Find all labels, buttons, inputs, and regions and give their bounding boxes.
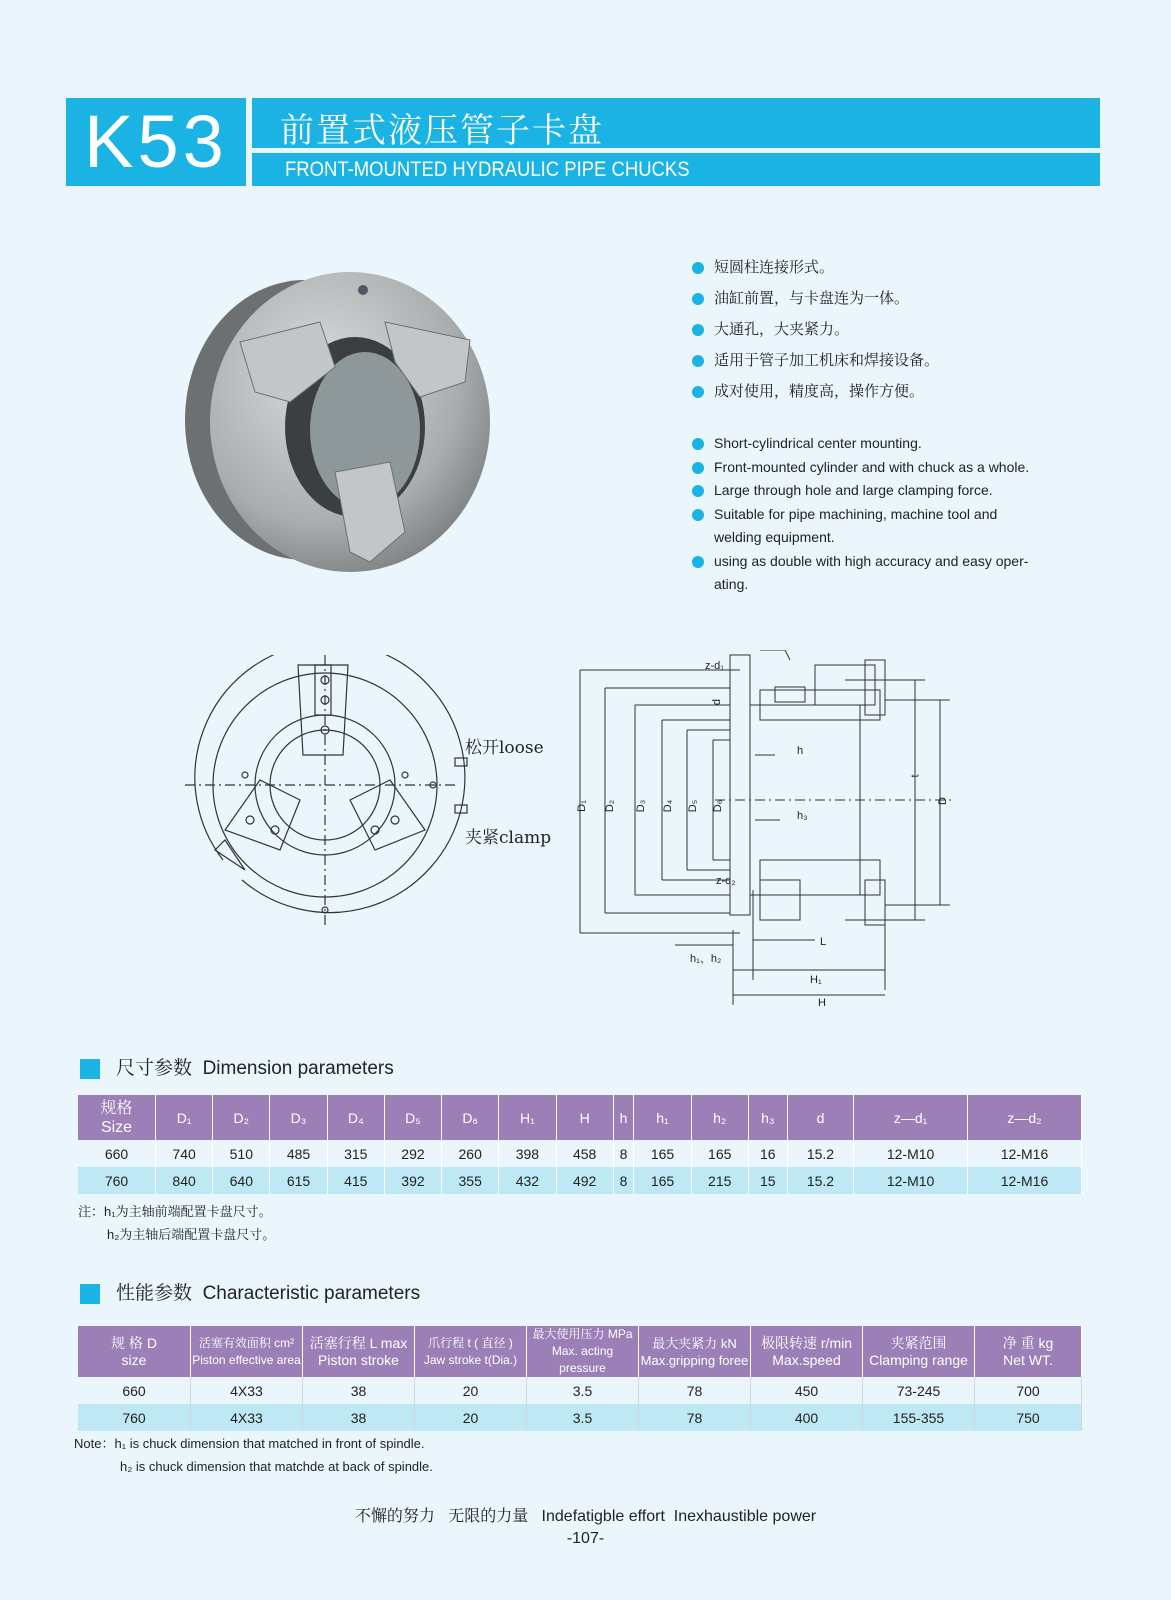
section-square-icon [80, 1284, 100, 1304]
col-header: 最大夹紧力 kN Max.gripping foree [639, 1326, 751, 1377]
bullet-icon [692, 462, 704, 474]
feature-cn-text: 短圆柱连接形式。 [714, 259, 835, 276]
characteristic-heading [80, 1278, 420, 1305]
features-en [692, 432, 1032, 597]
col-header: H₁ [499, 1095, 556, 1140]
col-header: d [787, 1095, 853, 1140]
table-cell: 660 [78, 1377, 191, 1404]
table-cell: 165 [634, 1140, 691, 1167]
jaw-left [225, 780, 300, 850]
feature-cn-item [692, 345, 939, 376]
table-cell: 432 [499, 1167, 556, 1194]
bullet-icon [692, 262, 704, 274]
feature-en-text: Short-cylindrical center mounting. [714, 435, 922, 451]
bullet-icon [692, 324, 704, 336]
table-cell: 3.5 [527, 1377, 639, 1404]
feature-en-item [692, 479, 1032, 503]
col-header: D₃ [270, 1095, 327, 1140]
bullet-icon [692, 509, 704, 521]
table-cell: 12-M16 [968, 1167, 1082, 1194]
col-header: 净 重 kg Net WT. [975, 1326, 1082, 1377]
table-cell: 8 [613, 1140, 634, 1167]
table-header-row [78, 1326, 1082, 1377]
dimension-heading-en: Dimension parameters [202, 1058, 394, 1079]
table-cell: 700 [975, 1377, 1082, 1404]
col-size: 规格 Size [78, 1095, 156, 1140]
col-header: 夹紧范围 Clamping range [863, 1326, 975, 1377]
page-number: -107- [566, 1530, 605, 1547]
table-cell: 16 [748, 1140, 787, 1167]
label-D: D [936, 797, 949, 805]
table-cell: 400 [751, 1404, 863, 1431]
feature-en-text: Suitable for pipe machining, machine tool and [714, 505, 998, 522]
characteristic-note-1: Note：h₁ is chuck dimension that matched in front of spindle. [74, 1436, 425, 1451]
table-cell: 392 [384, 1167, 441, 1194]
table-cell: 15 [748, 1167, 787, 1194]
bullet-icon [692, 556, 704, 568]
dimension-table [78, 1095, 1082, 1194]
front-view-drawing [185, 655, 555, 950]
feature-cn-item [692, 314, 939, 345]
col-header: 爪行程 t ( 直径 ) Jaw stroke t(Dia.) [415, 1326, 527, 1377]
model-code: K53 [66, 98, 246, 186]
table-cell: 750 [975, 1404, 1082, 1431]
table-cell: 260 [442, 1140, 499, 1167]
table-row [78, 1377, 1082, 1404]
table-cell: 740 [156, 1140, 213, 1167]
label-h3: h₃ [797, 810, 808, 822]
characteristic-heading-cn: 性能参数 [116, 1283, 193, 1304]
table-cell: 485 [270, 1140, 327, 1167]
table-cell: 15.2 [787, 1140, 853, 1167]
table-cell: 215 [691, 1167, 748, 1194]
col-header: D₅ [384, 1095, 441, 1140]
jaw-right [350, 780, 425, 850]
table-cell: 640 [213, 1167, 270, 1194]
col-header: 极限转速 r/min Max.speed [751, 1326, 863, 1377]
feature-cn-text: 油缸前置，与卡盘连为一体。 [714, 290, 910, 307]
table-row [78, 1167, 1082, 1194]
bullet-icon [692, 355, 704, 367]
table-cell: 12-M10 [854, 1140, 968, 1167]
table-cell: 8 [613, 1167, 634, 1194]
col-header: 规 格 D size [78, 1326, 191, 1377]
table-cell: 165 [691, 1140, 748, 1167]
label-D4: D₄ [662, 799, 675, 813]
col-header: 活塞行程 L max Piston stroke [303, 1326, 415, 1377]
col-header: D₆ [442, 1095, 499, 1140]
feature-cn-text: 成对使用，精度高，操作方便。 [714, 383, 925, 400]
table-cell: 3.5 [527, 1404, 639, 1431]
col-header: D₄ [327, 1095, 384, 1140]
characteristic-note-2: h₂ is chuck dimension that matchde at back of spindle. [120, 1459, 433, 1474]
feature-en-item [692, 503, 1032, 527]
feature-en-cont [692, 573, 1032, 597]
feature-cn-item [692, 376, 939, 407]
table-cell: 38 [303, 1404, 415, 1431]
bullet-icon [692, 293, 704, 305]
bullet-icon [692, 485, 704, 497]
dimension-heading-cn: 尺寸参数 [116, 1058, 193, 1079]
clamp-label: 夹紧clamp [465, 828, 552, 848]
bullet-icon [692, 386, 704, 398]
footer-slogan: 不懈的努力 无限的力量 Indefatigble effort Inexhaustible power [354, 1508, 817, 1525]
table-cell: 292 [384, 1140, 441, 1167]
label-zd2: z-d₂ [716, 875, 736, 887]
col-header: h₂ [691, 1095, 748, 1140]
table-cell: 840 [156, 1167, 213, 1194]
table-header-row [78, 1095, 1082, 1140]
outer-circle [195, 655, 465, 913]
dimension-note-1: 注：h₁为主轴前端配置卡盘尺寸。 [78, 1204, 272, 1219]
table-cell: 20 [415, 1377, 527, 1404]
feature-en-cont [692, 526, 1032, 550]
section-square-icon [80, 1059, 100, 1079]
label-D1: D₁ [575, 800, 588, 812]
table-cell: 315 [327, 1140, 384, 1167]
col-header: D₂ [213, 1095, 270, 1140]
characteristic-table [78, 1326, 1082, 1431]
table-cell: 12-M16 [968, 1140, 1082, 1167]
table-cell: 12-M10 [854, 1167, 968, 1194]
characteristic-heading-en: Characteristic parameters [202, 1283, 421, 1304]
col-header: H [556, 1095, 613, 1140]
label-zd1: z-d₁ [705, 660, 724, 672]
table-cell: 760 [78, 1404, 191, 1431]
label-D5: D₅ [687, 799, 700, 813]
col-header: z—d₂ [968, 1095, 1082, 1140]
features-cn [692, 252, 939, 407]
feature-en-text: using as double with high accuracy and easy oper- [714, 552, 1029, 569]
table-cell: 15.2 [787, 1167, 853, 1194]
feature-cn-item [692, 283, 939, 314]
table-cell: 398 [499, 1140, 556, 1167]
table-cell: 450 [751, 1377, 863, 1404]
col-header: 最大使用压力 MPa Max. acting pressure [527, 1326, 639, 1377]
table-cell: 4X33 [191, 1404, 303, 1431]
label-H: H [818, 997, 826, 1009]
table-cell: 78 [639, 1404, 751, 1431]
loose-label: 松开loose [465, 738, 544, 758]
feature-en-text: Large through hole and large clamping force. [714, 482, 993, 498]
label-H1: H₁ [810, 974, 822, 986]
table-row [78, 1140, 1082, 1167]
table-cell: 4X33 [191, 1377, 303, 1404]
col-header: z—d₁ [854, 1095, 968, 1140]
label-L: L [820, 936, 827, 948]
dimension-note-2: h₂为主轴后端配置卡盘尺寸。 [107, 1227, 276, 1242]
table-cell: 458 [556, 1140, 613, 1167]
feature-cn-item [692, 252, 939, 283]
table-cell: 73-245 [863, 1377, 975, 1404]
label-h: h [797, 745, 804, 757]
label-t: t [909, 774, 922, 778]
bullet-icon [692, 438, 704, 450]
jaw-top [298, 665, 348, 755]
label-d: d [711, 698, 724, 706]
table-row [78, 1404, 1082, 1431]
feature-en-item [692, 550, 1032, 574]
table-cell: 20 [415, 1404, 527, 1431]
col-header: 活塞有效面积 cm² Piston effective area [191, 1326, 303, 1377]
product-photo [170, 262, 500, 572]
label-D2: D₂ [604, 799, 617, 813]
title-cn: 前置式液压管子卡盘 [280, 111, 604, 151]
feature-en-text: ating. [714, 576, 749, 592]
label-D6: D₆ [712, 799, 725, 813]
table-cell: 155-355 [863, 1404, 975, 1431]
feature-en-item [692, 432, 1032, 456]
col-header: h [613, 1095, 634, 1140]
table-cell: 660 [78, 1140, 156, 1167]
table-cell: 615 [270, 1167, 327, 1194]
side-view-drawing [575, 650, 965, 1020]
dimension-heading [80, 1053, 394, 1080]
col-header: h₁ [634, 1095, 691, 1140]
table-cell: 760 [78, 1167, 156, 1194]
feature-cn-text: 适用于管子加工机床和焊接设备。 [714, 352, 940, 369]
table-cell: 415 [327, 1167, 384, 1194]
feature-en-item [692, 456, 1032, 480]
table-cell: 38 [303, 1377, 415, 1404]
label-D3: D₃ [635, 799, 648, 813]
table-cell: 165 [634, 1167, 691, 1194]
col-header: h₃ [748, 1095, 787, 1140]
table-cell: 355 [442, 1167, 499, 1194]
col-header: D₁ [156, 1095, 213, 1140]
title-en: FRONT-MOUNTED HYDRAULIC PIPE CHUCKS [285, 158, 690, 181]
table-cell: 492 [556, 1167, 613, 1194]
table-cell: 78 [639, 1377, 751, 1404]
feature-cn-text: 大通孔，大夹紧力。 [714, 321, 850, 338]
feature-en-text: welding equipment. [714, 529, 835, 545]
feature-en-text: Front-mounted cylinder and with chuck as a whole. [714, 458, 1030, 475]
label-h1h2: h₁、h₂ [690, 953, 722, 965]
table-cell: 510 [213, 1140, 270, 1167]
